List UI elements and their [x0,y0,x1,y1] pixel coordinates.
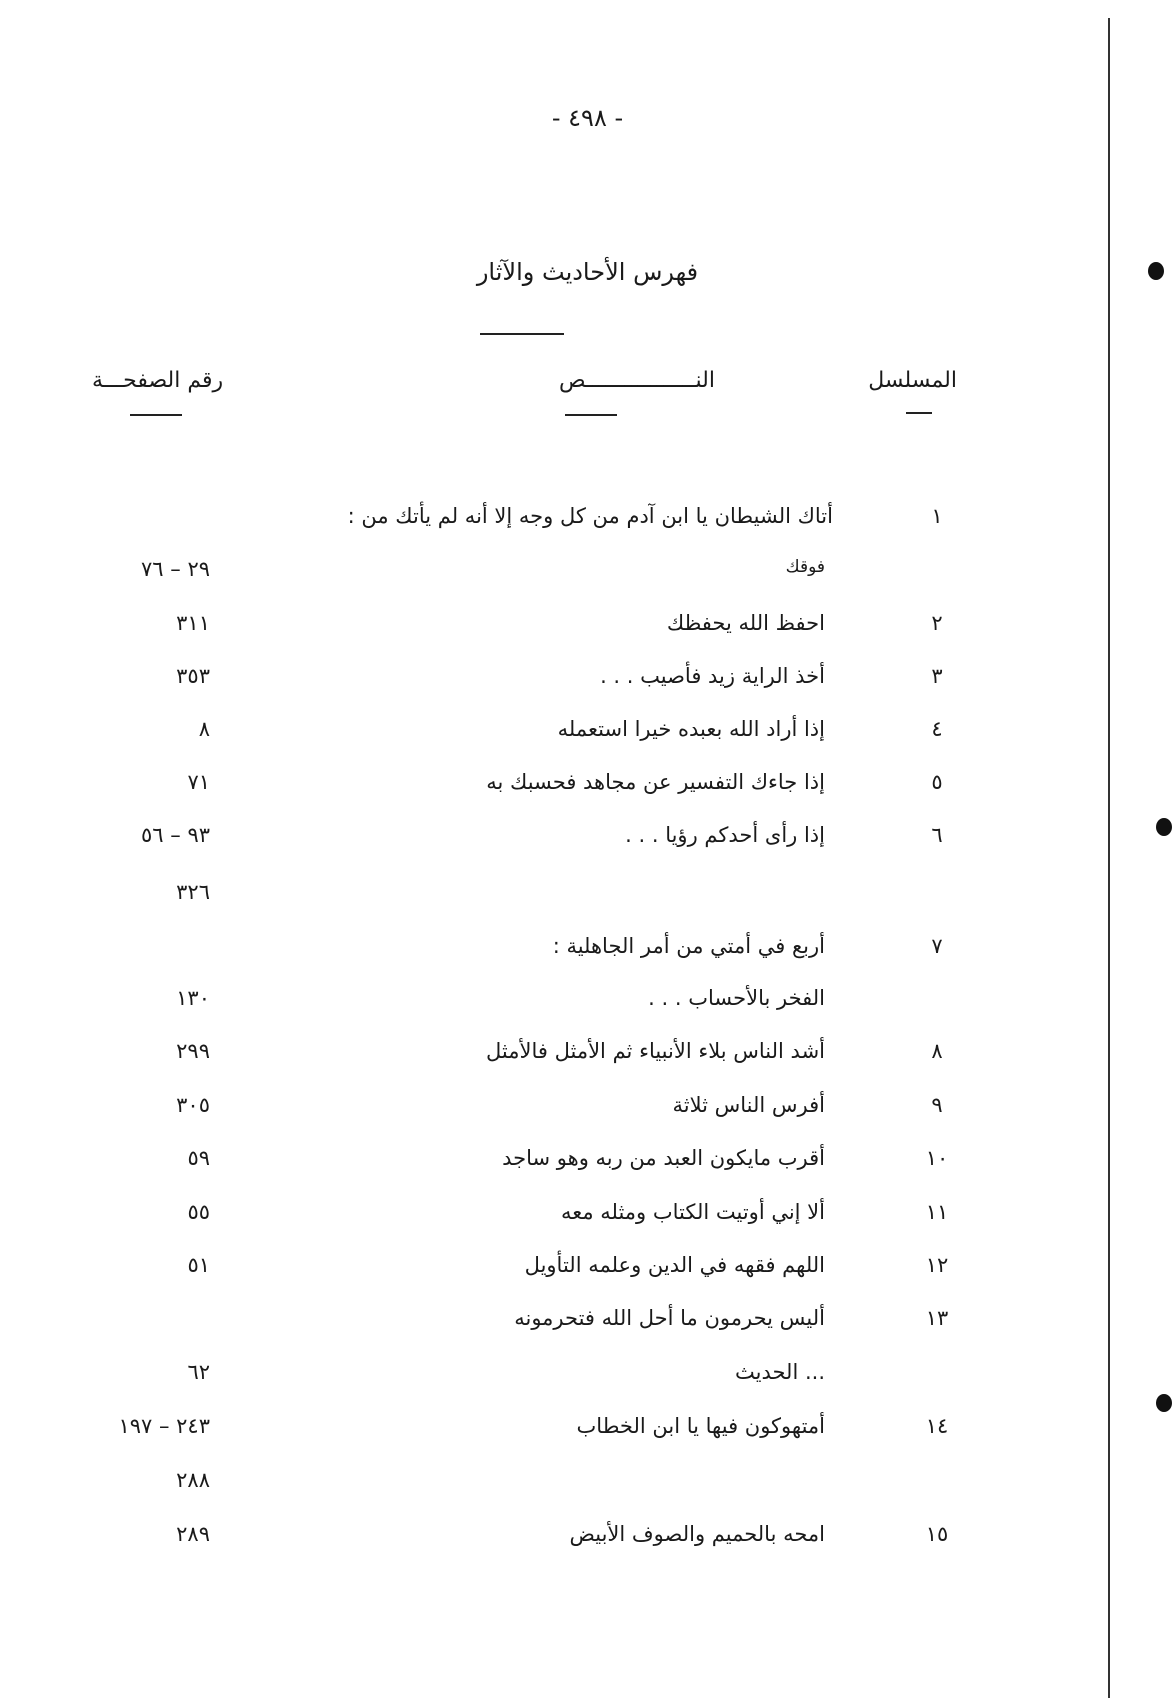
row-page: ٥١ [187,1253,210,1277]
row-text: إذا أراد الله بعبده خيرا استعمله [557,717,825,741]
page-title: فهرس الأحاديث والآثار [476,258,699,286]
row-page: ٢٩٩ [176,1039,210,1063]
table-row [0,823,1175,871]
row-serial: ١١ [925,1200,949,1224]
row-serial: ١٥ [925,1522,949,1546]
page-number: - ٤٩٨ - [551,104,624,132]
row-text: أقرب مايكون العبد من ربه وهو ساجد [502,1146,825,1170]
row-text: أربع في أمتي من أمر الجاهلية : [552,934,825,958]
row-page: ٥٩ [187,1146,210,1170]
row-page: ٣٥٣ [176,664,210,688]
row-page: ٢٩ – ٧٦ [141,557,210,581]
row-text: فوقك [785,557,825,577]
table-row [0,611,1175,659]
table-row [0,557,1175,605]
row-text: أمتهوكون فيها يا ابن الخطاب [576,1414,825,1438]
row-text: إذا جاءك التفسير عن مجاهد فحسبك به [486,770,825,794]
table-row [0,504,1175,552]
table-row [0,1253,1175,1301]
header-serial: المسلسل [868,368,957,393]
row-serial: ١ [931,504,943,528]
title-underline [480,333,564,335]
row-page: ٣٠٥ [176,1093,210,1117]
row-page: ٩٣ – ٥٦ [141,823,210,847]
row-serial: ٢ [931,611,943,635]
row-page: ٢٨٨ [176,1468,210,1492]
table-row [0,1200,1175,1248]
table-row [0,770,1175,818]
punch-hole-mark [1156,818,1172,836]
row-serial: ٨ [931,1039,943,1063]
table-row [0,1093,1175,1141]
row-page: ٨ [198,717,210,741]
row-serial: ١٠ [925,1146,949,1170]
table-row [0,1360,1175,1408]
table-row [0,1039,1175,1087]
table-row [0,986,1175,1034]
punch-hole-mark [1156,1394,1172,1412]
header-page-underline [130,414,182,416]
table-row [0,717,1175,765]
row-text: اللهم فقهه في الدين وعلمه التأويل [524,1253,825,1277]
row-page: ٧١ [187,770,210,794]
row-text: أفرس الناس ثلاثة [672,1093,825,1117]
row-page: ١٣٠ [176,986,210,1010]
row-serial: ٥ [931,770,943,794]
row-text: ألا إني أوتيت الكتاب ومثله معه [560,1200,825,1224]
header-text-underline [565,414,617,416]
row-page: ٢٤٣ – ١٩٧ [118,1414,210,1438]
row-page: ٢٨٩ [176,1522,210,1546]
row-page: ٦٢ [187,1360,210,1384]
header-serial-underline [906,412,932,414]
row-serial: ٧ [931,934,943,958]
row-text: احفظ الله يحفظك [666,611,825,635]
row-serial: ٣ [931,664,943,688]
punch-hole-mark [1148,262,1164,280]
row-page: ٣١١ [176,611,210,635]
row-serial: ٤ [931,717,943,741]
binding-margin-line [1108,18,1110,1698]
row-text: الفخر بالأحساب . . . [648,986,825,1010]
row-text: إذا رأى أحدكم رؤيا . . . [625,823,825,847]
row-text: ... الحديث [735,1360,825,1384]
row-page: ٥٥ [187,1200,210,1224]
row-page: ٣٢٦ [176,880,210,904]
row-text: أشد الناس بلاء الأنبياء ثم الأمثل فالأمثل [486,1039,825,1063]
row-serial: ٩ [931,1093,943,1117]
table-row [0,1468,1175,1516]
table-row [0,664,1175,712]
header-text: النـــــــــــــــــص [559,368,715,393]
table-row [0,1522,1175,1570]
row-serial: ١٢ [925,1253,949,1277]
row-serial: ٦ [931,823,943,847]
row-text: أخذ الراية زيد فأصيب . . . [600,664,825,688]
row-text: امحه بالحميم والصوف الأبيض [569,1522,825,1546]
row-text: أتاك الشيطان يا ابن آدم من كل وجه إلا أنه لم يأتك من : [347,504,833,528]
row-serial: ١٤ [925,1414,949,1438]
table-row [0,1414,1175,1462]
table-row [0,880,1175,928]
header-page-number: رقم الصفحـــة [92,368,224,393]
row-serial: ١٣ [925,1306,949,1330]
table-row [0,934,1175,982]
table-row [0,1306,1175,1354]
table-row [0,1146,1175,1194]
row-text: أليس يحرمون ما أحل الله فتحرمونه [514,1306,825,1330]
